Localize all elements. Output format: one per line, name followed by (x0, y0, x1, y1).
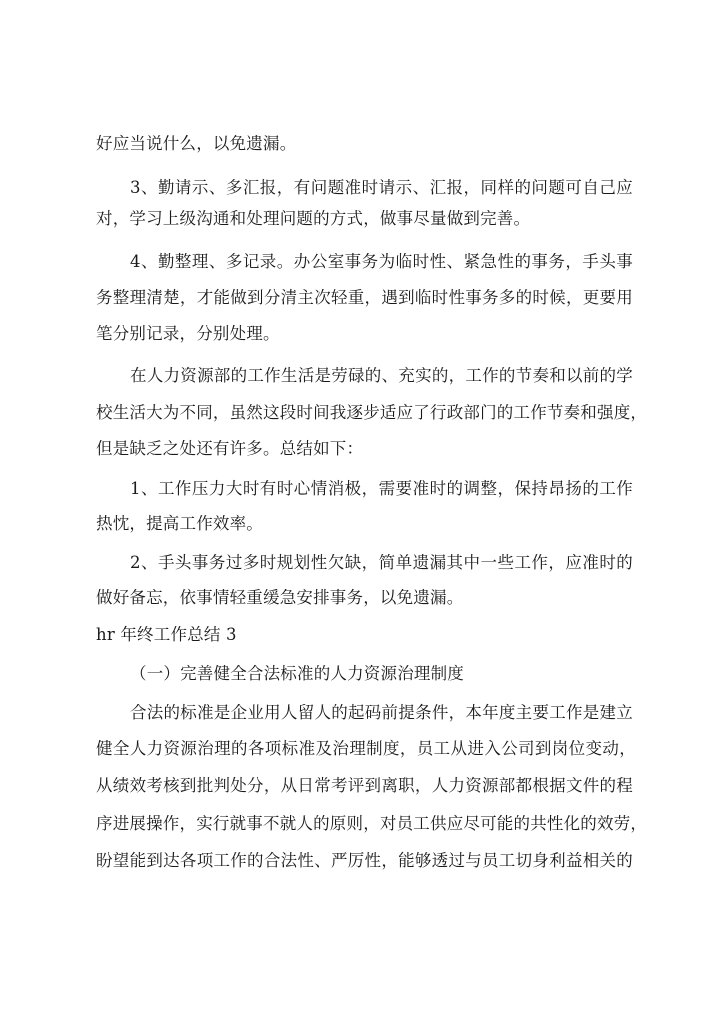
section-heading: hr 年终工作总结 3 (96, 625, 237, 644)
text-line: 序进展操作，实行就事不就人的原则，对员工供应尽可能的共性化的效劳， (96, 814, 648, 833)
text-line: 在人力资源部的工作生活是劳碌的、充实的，工作的节奏和以前的学 (130, 366, 633, 385)
text-line: 4、勤整理、多记录。办公室事务为临时性、紧急性的事务，手头事 (130, 252, 633, 271)
text-line: 校生活大为不同，虽然这段时间我逐步适应了行政部门的工作节奏和强度， (96, 403, 648, 422)
text-line: 务整理清楚，才能做到分清主次轻重，遇到临时性事务多的时候，更要用 (96, 288, 633, 307)
text-line: 热忱，提高工作效率。 (96, 514, 263, 533)
text-line: 笔分别记录，分别处理。 (96, 324, 280, 343)
text-line: 对，学习上级沟通和处理问题的方式，做事尽量做到完善。 (96, 209, 531, 228)
text-line: 做好备忘，依事情轻重缓急安排事务，以免遗漏。 (96, 588, 464, 607)
text-line: 盼望能到达各项工作的合法性、严厉性，能够透过与员工切身利益相关的 (96, 851, 633, 870)
text-line: 但是缺乏之处还有许多。总结如下： (96, 439, 364, 458)
text-line: 2、手头事务过多时规划性欠缺，简单遗漏其中一些工作，应准时的 (130, 553, 633, 572)
text-line: 健全人力资源治理的各项标准及治理制度，员工从进入公司到岗位变动， (96, 739, 636, 758)
text-line: 合法的标准是企业用人留人的起码前提条件，本年度主要工作是建立 (130, 703, 633, 722)
text-line: 好应当说什么，以免遗漏。 (96, 134, 297, 153)
subsection-heading: （一）完善健全合法标准的人力资源治理制度 (130, 664, 464, 683)
text-line: 3、勤请示、多汇报，有问题准时请示、汇报，同样的问题可自己应 (130, 178, 633, 197)
text-line: 从绩效考核到批判处分，从日常考评到离职，人力资源部都根据文件的程 (96, 776, 633, 795)
text-line: 1、工作压力大时有时心情消极，需要准时的调整，保持昂扬的工作 (130, 479, 633, 498)
